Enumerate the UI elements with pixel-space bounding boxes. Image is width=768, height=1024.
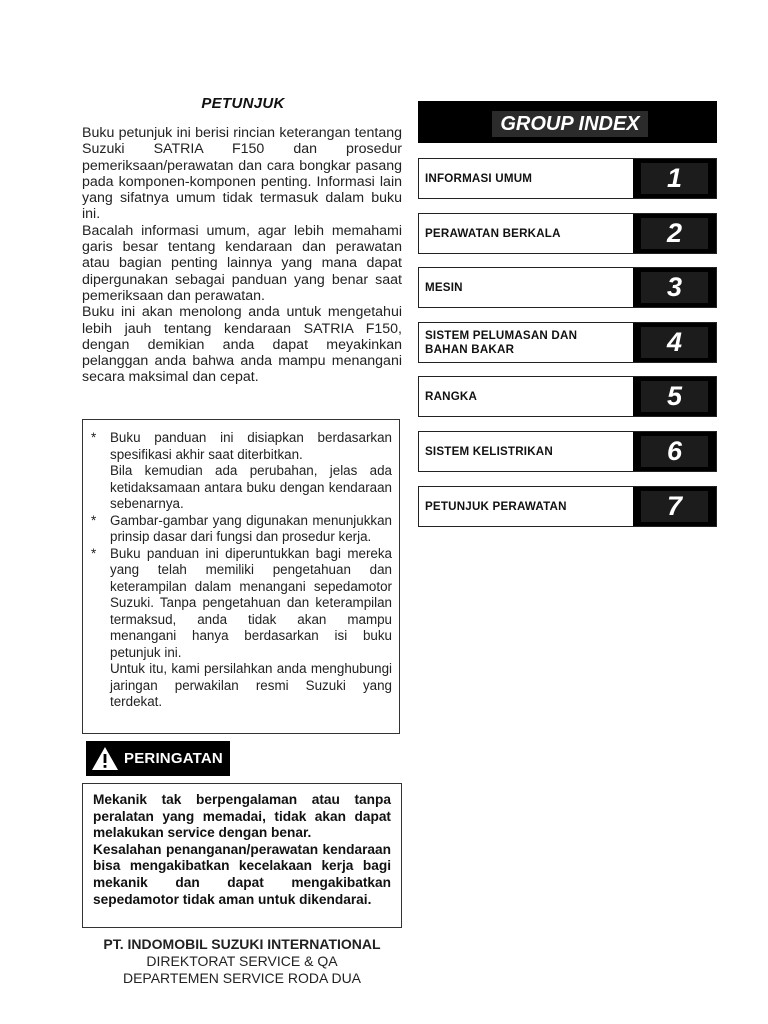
warning-label: PERINGATAN [124,750,223,767]
note-item [91,546,392,711]
group-number: 1 [641,163,708,194]
group-number: 4 [641,327,708,358]
group-index-banner [418,101,717,143]
group-row-rangka[interactable] [418,376,717,417]
footer-company: PT. INDOMOBIL SUZUKI INTERNATIONAL [103,936,381,952]
group-name: INFORMASI UMUM [425,171,533,185]
intro-paragraph: Bacalah informasi umum, agar lebih memahami garis besar tentang kendaraan dan perawatan atau bagian penting lainnya yang mana dapat dipergunakan sebagai panduan yang benar saat pemeriksaan dan perawatan. [82,222,402,304]
group-number-tab [633,268,716,307]
intro-paragraph: Buku petunjuk ini berisi rincian keterangan tentang Suzuki SATRIA F150 dan prosedur pemeriksaan/perawatan dan cara bongkar pasang pada komponen-komponen penting. Informasi lain yang sifatnya umum tidak termasuk dalam buku ini. [82,125,402,223]
group-name: SISTEM KELISTRIKAN [425,444,553,458]
footer [82,936,402,986]
note-bullet: * [91,430,97,445]
footer-department: DEPARTEMEN SERVICE RODA DUA [122,969,362,986]
group-number-tab [633,159,716,198]
group-row-informasi-umum[interactable] [418,158,717,199]
group-number: 3 [641,272,708,303]
group-index-title: GROUP INDEX [492,111,648,137]
group-number: 7 [641,491,708,522]
group-number-tab [633,432,716,471]
warning-triangle-icon [91,746,119,771]
group-name: PETUNJUK PERAWATAN [425,499,567,513]
note-item [91,430,392,513]
group-name: MESIN [425,280,463,294]
warning-paragraph: Kesalahan penanganan/perawatan kendaraan bisa mengakibatkan kecelakaan kerja bagi mekanik dan dapat mengakibatkan sepedamotor tidak aman untuk dikendarai. [93,841,391,907]
notes-box [82,419,400,734]
note-bullet: * [91,545,97,561]
note-paragraph: Buku panduan ini diperuntukkan bagi mereka yang telah memiliki pengetahuan dan keterampilan dalam menangani sepedamotor Suzuki. Tanpa pengetahuan dan keterampilan termaksud, anda tidak akan mampu menangani hanya berdasarkan isi buku petunjuk ini. [110,545,392,660]
note-item [91,513,392,546]
note-paragraph: Buku panduan ini disiapkan berdasarkan spesifikasi akhir saat diterbitkan. [110,430,392,462]
group-row-petunjuk-perawatan[interactable] [418,486,717,527]
group-name: PERAWATAN BERKALA [425,226,561,240]
group-row-sistem-kelistrikan[interactable] [418,431,717,472]
group-number: 5 [641,381,708,412]
note-paragraph: Gambar-gambar yang digunakan menunjukkan prinsip dasar dari fungsi dan prosedur kerja. [110,512,392,544]
group-number: 6 [641,436,708,467]
group-number: 2 [641,218,708,249]
group-row-perawatan-berkala[interactable] [418,213,717,254]
warning-box [82,783,402,928]
footer-directorate: DIREKTORAT SERVICE & QA [146,953,338,969]
group-number-tab [633,487,716,526]
warning-header [86,741,230,776]
group-name: SISTEM PELUMASAN DAN BAHAN BAKAR [425,328,578,356]
note-paragraph: Untuk itu, kami persilahkan anda menghubungi jaringan perwakilan resmi Suzuki yang terdekat. [110,661,392,709]
note-paragraph: Bila kemudian ada perubahan, jelas ada ketidaksamaan antara buku dengan kendaraan sebenarnya. [110,463,392,511]
warning-paragraph: Mekanik tak berpengalaman atau tanpa peralatan yang memadai, tidak akan dapat melakukan service dengan benar. [93,792,391,841]
group-row-sistem-pelumasan[interactable] [418,322,717,363]
group-number-tab [633,377,716,416]
note-bullet: * [91,512,97,528]
intro-paragraph: Buku ini akan menolong anda untuk mengetahui lebih jauh tentang kendaraan SATRIA F150, dengan demikian anda dapat meyakinkan pelanggan anda bahwa anda mampu menangani secara maksimal dan cepat. [82,304,402,386]
page-title: PETUNJUK [201,95,285,112]
group-number-tab [633,214,716,253]
group-number-tab [633,323,716,362]
intro-text [82,125,402,386]
group-name: RANGKA [425,389,478,403]
group-row-mesin[interactable] [418,267,717,308]
